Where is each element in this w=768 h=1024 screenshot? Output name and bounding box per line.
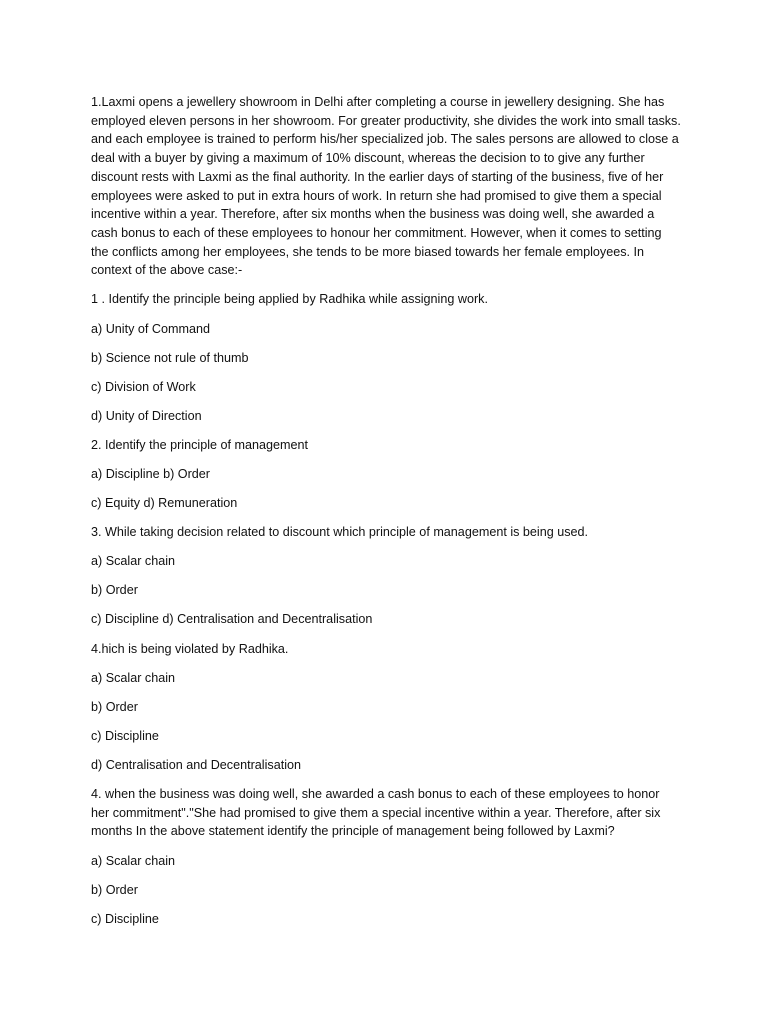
question-2: 2. Identify the principle of management (91, 437, 309, 452)
question-5-option-c: c) Discipline (91, 911, 159, 926)
question-1-option-a: a) Unity of Command (91, 321, 210, 336)
question-4-option-c: c) Discipline (91, 728, 159, 743)
question-1-option-c: c) Division of Work (91, 379, 196, 394)
question-5-option-a: a) Scalar chain (91, 853, 175, 868)
question-3-option-b: b) Order (91, 583, 138, 598)
question-3: 3. While taking decision related to discount which principle of management is being used. (91, 525, 589, 540)
document-body (91, 93, 681, 939)
question-4-option-d: d) Centralisation and Decentralisation (91, 757, 302, 772)
question-1-option-b: b) Science not rule of thumb (91, 350, 249, 365)
question-4: 4.hich is being violated by Radhika. (91, 641, 289, 656)
case-study-paragraph: 1.Laxmi opens a jewellery showroom in Delhi after completing a course in jewellery designing. She has employed eleven persons in her showroom. For greater productivity, she divides the work into small tasks. and each employee is trained to perform his/her specialized job. The sales persons are allowed to close a deal with a buyer by giving a maximum of 10% discount, whereas the decision to to give any further discount rests with Laxmi as the final authority. In the earlier days of starting of the business, five of her employees were asked to put in extra hours of work. In return she had promised to give them a special incentive within a year. Therefore, after six months when the business was doing well, she awarded a cash bonus to each of these employees to honour her commitment. However, when it comes to setting the conflicts among her employees, she tends to be more biased towards her female employees. In context of the above case:- (91, 95, 681, 278)
question-1: 1 . Identify the principle being applied by Radhika while assigning work. (91, 292, 488, 307)
question-5: 4. when the business was doing well, she awarded a cash bonus to each of these employees to honor her commitment"."She had promised to give them a special incentive within a year. Therefore, after six months In the above statement identify the principle of management being followed by Laxmi? (91, 787, 661, 839)
question-5-option-b: b) Order (91, 882, 138, 897)
question-3-option-a: a) Scalar chain (91, 554, 175, 569)
question-4-option-b: b) Order (91, 699, 138, 714)
question-4-option-a: a) Scalar chain (91, 670, 175, 685)
question-2-options-ab: a) Discipline b) Order (91, 466, 210, 481)
question-1-option-d: d) Unity of Direction (91, 408, 202, 423)
question-3-options-cd: c) Discipline d) Centralisation and Decentralisation (91, 612, 373, 627)
question-2-options-cd: c) Equity d) Remuneration (91, 496, 238, 511)
